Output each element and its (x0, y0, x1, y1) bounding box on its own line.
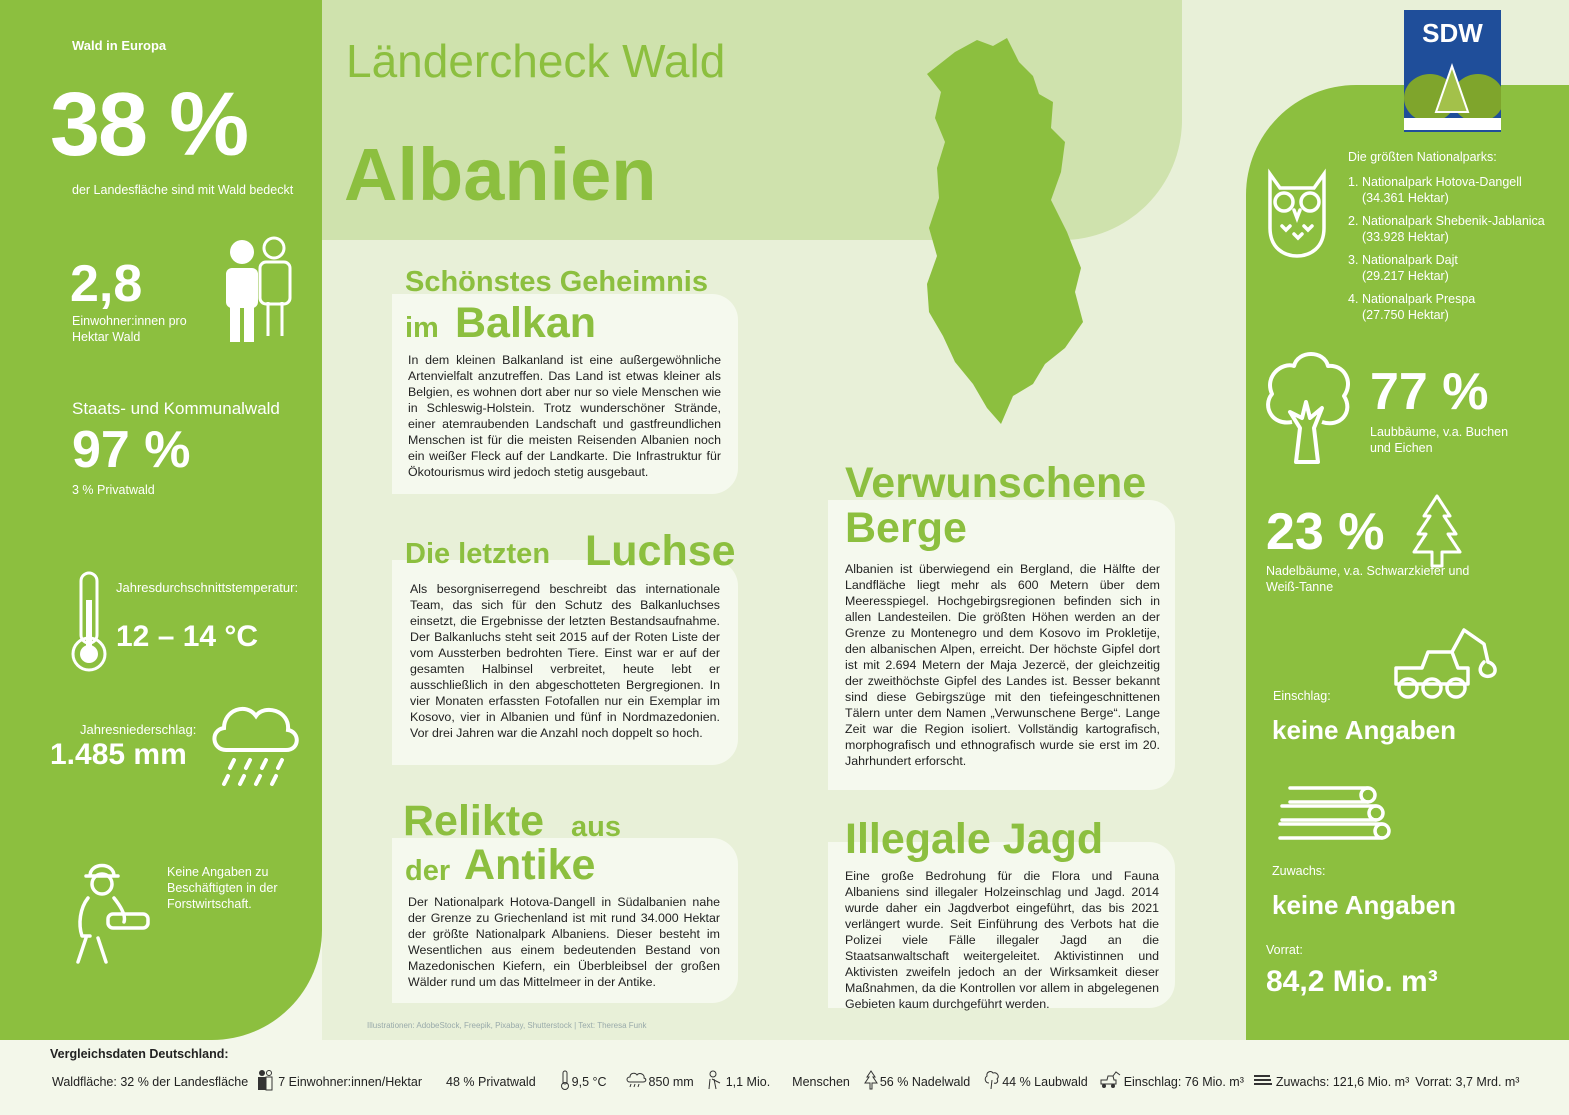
np-num: 1. (1348, 175, 1359, 189)
footer-heading: Vergleichsdaten Deutschland: (50, 1047, 229, 1061)
np-heading: Die größten Nationalparks: (1348, 150, 1497, 164)
ownership-label: Staats- und Kommunalwald (72, 399, 280, 418)
forest-label: Wald in Europa (72, 38, 167, 53)
article-5-text: Eine große Bedrohung für die Flora und Fauna Albaniens sind illegaler Holzeinschlag und Jagd. 2014 wurde daher ein Jagdverbot eingeführt, das bis 2021 verlängert wurde. Seit Einführung des Verbots hat die Polizei viele Fälle illegaler Jagd an die Staatsanwaltschaft weitergeleitet. Aktivistinnen und Aktivisten zweifeln jedoch an der Wirksamkeit dieser Maßnahmen, da die Kontrollen vor allem in abgelegenen Gebieten kaum durchgeführt werden. (845, 869, 1159, 1011)
stock-label: Vorrat: (1266, 943, 1303, 957)
article-3-title-big2: Antike (464, 841, 596, 889)
deciduous-desc: Laubbäume, v.a. Buchen und Eichen (1370, 425, 1509, 455)
forest-desc: der Landesfläche sind mit Wald bedeckt (72, 183, 294, 197)
logo-text: SDW (1422, 18, 1483, 48)
precip-value: 1.485 mm (50, 738, 187, 771)
ownership-value: 97 % (72, 421, 191, 479)
deciduous-value: 77 % (1370, 363, 1489, 421)
forest-value: 38 % (50, 75, 248, 175)
rain-cloud-small-icon (625, 1071, 647, 1092)
np-name: Nationalpark Dajt (1362, 253, 1458, 267)
harvester-icon (1392, 626, 1502, 702)
growth-value: keine Angaben (1272, 890, 1456, 920)
article-1-title-prefix: im (405, 312, 439, 344)
np-list (1348, 174, 1558, 330)
country-name: Albanien (344, 133, 657, 216)
footer-workers-a: 1,1 Mio. (725, 1074, 771, 1089)
np-item (1348, 252, 1558, 284)
article-1-text: In dem kleinen Balkanland ist eine außergewöhnliche Artenvielfalt anzutreffen. Das Land ist etwas kleiner als Belgien, es wohnen dort aber nur so viele Menschen wie in Schleswig-Holstein. Trotz wunderschöner Strände, einer atemraubenden Landschaft und gastfreundlichen Menschen ist für die meisten Reisenden Albanien noch ein weißer Fleck auf der Landkarte. Die Infrastruktur für Ökotourismus wird jedoch stetig ausgebaut. (408, 353, 721, 479)
footer-stats (52, 1069, 1519, 1094)
np-size: (34.361 Hektar) (1362, 191, 1449, 205)
np-name: Nationalpark Prespa (1362, 292, 1476, 306)
article-4-title-line2: Berge (845, 504, 967, 552)
conifer-desc: Nadelbäume, v.a. Schwarzkiefer und Weiß-Tanne (1266, 564, 1470, 594)
density-desc: Einwohner:innen pro Hektar Wald (72, 314, 187, 344)
np-item (1348, 291, 1558, 323)
np-num: 3. (1348, 253, 1359, 267)
harvest-label: Einschlag: (1273, 689, 1331, 703)
footer-stock: Vorrat: 3,7 Mrd. m³ (1415, 1074, 1520, 1089)
np-size: (33.928 Hektar) (1362, 230, 1449, 244)
thermometer-small-icon (560, 1070, 570, 1093)
albania-map-icon (915, 32, 1090, 432)
deciduous-small-icon (984, 1070, 1000, 1093)
footer-deciduous: 44 % Laubwald (1002, 1074, 1088, 1089)
harvester-small-icon (1100, 1071, 1122, 1092)
credits: Illustrationen: AdobeStock, Freepik, Pixabay, Shutterstock | Text: Theresa Funk (367, 1021, 647, 1030)
article-1-title-small: Schönstes Geheimnis (405, 266, 708, 298)
precip-label: Jahresniederschlag: (80, 722, 197, 737)
np-size: (27.750 Hektar) (1362, 308, 1449, 322)
page-title: Ländercheck Wald (346, 35, 726, 87)
np-item (1348, 174, 1558, 206)
temp-label: Jahresdurchschnittstemperatur: (116, 580, 299, 595)
footer-conifer: 56 % Nadelwald (879, 1074, 971, 1089)
people-icon (218, 236, 298, 344)
ownership-desc: 3 % Privatwald (72, 483, 155, 497)
jobs-desc: Keine Angaben zu Beschäftigten in der Forstwirtschaft. (167, 865, 278, 911)
footer-density: 7 Einwohner:innen/Hektar (278, 1074, 423, 1089)
density-value: 2,8 (70, 255, 143, 313)
stock-value: 84,2 Mio. m³ (1266, 965, 1438, 998)
person-icon (256, 1069, 274, 1094)
article-3-text: Der Nationalpark Hotova-Dangell in Südalbanien nahe der Grenze zu Griechenland ist mit rund 34.000 Hektar der größte Nationalpark Albaniens. Dieser besteht im Wesentlichen aus einem bedeutenden Bestand von Mazedonischen Kiefern, ein Überbleibsel der großen Wälder rund um das Mittelmeer in der Antike. (408, 895, 720, 989)
trees-logo-icon (1404, 60, 1501, 130)
deciduous-tree-icon (1262, 346, 1352, 466)
article-4-title-line1: Verwunschene (845, 459, 1147, 507)
article-2-title-small: Die letzten (405, 538, 551, 570)
harvest-value: keine Angaben (1272, 715, 1456, 745)
np-num: 2. (1348, 214, 1359, 228)
footer-private: 48 % Privatwald (446, 1074, 536, 1089)
np-item (1348, 213, 1558, 245)
footer-temp: 9,5 °C (571, 1074, 607, 1089)
article-2-title-big: Luchse (585, 527, 736, 575)
article-3-title-small1: aus (571, 811, 621, 843)
footer-harvest: Einschlag: 76 Mio. m³ (1123, 1074, 1244, 1089)
rain-cloud-icon (206, 692, 302, 788)
article-1-title-big: Balkan (455, 299, 597, 347)
footer-workers-b: Menschen (792, 1074, 850, 1089)
conifer-small-icon (864, 1070, 878, 1093)
article-5-title: Illegale Jagd (845, 815, 1104, 863)
np-name: Nationalpark Hotova-Dangell (1362, 175, 1522, 189)
footer-precip: 850 mm (648, 1074, 694, 1089)
conifer-tree-icon (1412, 494, 1462, 568)
logs-icon (1276, 784, 1394, 840)
article-2-text: Als besorgniserregend beschreibt das internationale Team, das sich für den Schutz des Balkanluchses einsetzt, die Ergebnisse der letzten Bestandsaufnahme. Der Balkanluchs steht seit 2015 auf der Roten Liste der vom Aussterben bedrohten Tiere. Einst war er auf der gesamten Halbinsel verbreitet, heute lebt er ausschließlich in den abgeschotteten Bergregionen. In vier Monaten erfassten Fotofallen nur ein Exemplar im Kosovo, vier in Albanien und fünf in Nordmazedonien. Vor drei Jahren war die Anzahl noch doppelt so hoch. (410, 582, 720, 740)
thermometer-icon (70, 570, 108, 674)
forest-worker-icon (64, 858, 154, 968)
owl-icon (1262, 168, 1332, 258)
article-3-title-small2: der (405, 855, 451, 887)
np-num: 4. (1348, 292, 1359, 306)
growth-label: Zuwachs: (1272, 864, 1326, 878)
conifer-value: 23 % (1266, 503, 1385, 561)
footer-forest-area: Waldfläche: 32 % der Landesfläche (52, 1074, 249, 1089)
article-3-title-big1: Relikte (403, 797, 545, 845)
logs-small-icon (1252, 1073, 1274, 1090)
sdw-logo[interactable] (1404, 10, 1501, 132)
np-size: (29.217 Hektar) (1362, 269, 1449, 283)
footer-growth: Zuwachs: 121,6 Mio. m³ (1275, 1074, 1410, 1089)
temp-value: 12 – 14 °C (116, 620, 259, 653)
article-4-text: Albanien ist überwiegend ein Bergland, die Hälfte der Landfläche liegt mehr als 600 Metern über dem Meeresspiegel. Hochgebirgsregionen befinden sich in allen Landesteilen. Die größten Höhen werden an der Grenze zu Montenegro und dem Kosovo im Prokletije, den albanischen Alpen, erreicht. Der höchste Gipfel dort ist mit 2.694 Metern der Maja Jezercë, der gleichzeitig der zweithöchste Gipfel des Landes ist. Besser bekannt sind diese Gebirgszüge mit den tiefeingeschnittenen Tälern unter dem Namen „Verwunschene Berge“. Lange Zeit war die Region isoliert. Vollständig kartografisch, morphografisch und ethnografisch wurde sie erst im 20. Jahrhundert erforscht. (845, 562, 1160, 768)
np-name: Nationalpark Shebenik-Jablanica (1362, 214, 1545, 228)
worker-small-icon (706, 1070, 724, 1093)
